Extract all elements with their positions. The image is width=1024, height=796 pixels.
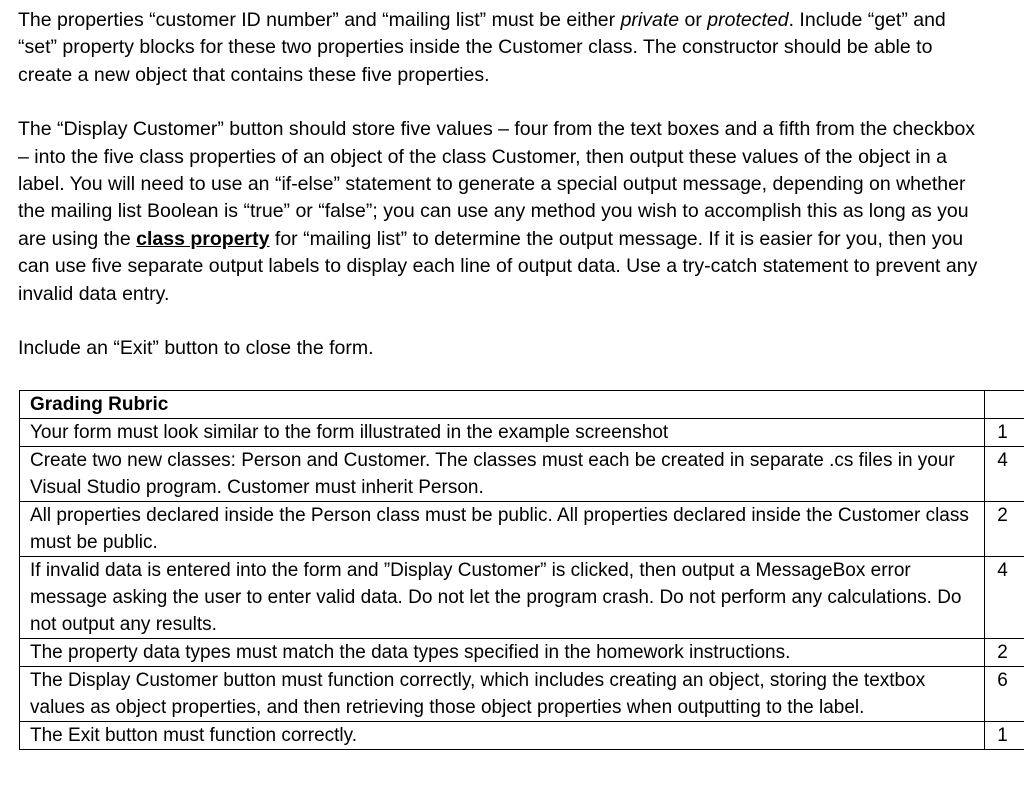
table-row: [20, 447, 1024, 502]
rubric-points: 1: [985, 419, 1024, 447]
rubric-points: 2: [985, 502, 1024, 557]
table-row: [20, 502, 1024, 557]
rubric-criterion: The Display Customer button must function correctly, which includes creating an object, storing the textbox values as object properties, and then retrieving those object properties when outputting to the label.: [20, 667, 985, 722]
paragraph-display-customer-post: for “mailing list” to determine the output message. If it is easier for you, then you can use five separate output labels to display each line of output data. Use a try-catch statement to prevent any invalid data entry.: [18, 227, 978, 305]
table-row: [20, 557, 1024, 639]
rubric-points: 2: [985, 639, 1024, 667]
table-row: [20, 667, 1024, 722]
rubric-criterion: If invalid data is entered into the form and ”Display Customer” is clicked, then output a MessageBox error message asking the user to enter valid data. Do not let the program crash. Do not perform any calculations. Do not output any results.: [20, 557, 985, 639]
rubric-points: 4: [985, 447, 1024, 502]
rubric-criterion: All properties declared inside the Person class must be public. All properties declared inside the Customer class must be public.: [20, 502, 985, 557]
table-row: [20, 722, 1024, 750]
rubric-points: 4: [985, 557, 1024, 639]
rubric-criterion: Your form must look similar to the form illustrated in the example screenshot: [20, 419, 985, 447]
rubric-header-points: [985, 391, 1024, 419]
table-row: [20, 639, 1024, 667]
rubric-points: 6: [985, 667, 1024, 722]
paragraph-exit-button: Include an “Exit” button to close the form.: [18, 337, 374, 360]
emphasis-private: private: [620, 9, 680, 31]
document-body: [18, 7, 1018, 362]
paragraph-properties-post: . Include “get” and “set” property blocks for these two properties inside the Customer class. The constructor should be able to create a new object that contains these five properties.: [18, 9, 946, 86]
emphasis-protected: protected: [707, 9, 789, 31]
rubric-criterion: The property data types must match the data types specified in the homework instructions.: [20, 639, 985, 667]
paragraph-display-customer-pre: The “Display Customer” button should store five values – four from the text boxes and a fifth from the checkbox – into the five class properties of an object of the class Customer, then output these values of the object in a label. You will need to use an “if-else” statement to generate a special output message, depending on whether the mailing list Boolean is “true” or “false”; you can use any method you wish to accomplish this as long as you are using the: [18, 118, 976, 250]
rubric-points: 1: [985, 722, 1024, 750]
class-property-emphasis: class property: [136, 227, 270, 250]
rubric-header-row: [20, 391, 1024, 419]
paragraph-properties-mid: or: [679, 9, 708, 31]
rubric-criterion: Create two new classes: Person and Customer. The classes must each be created in separate .cs files in your Visual Studio program. Customer must inherit Person.: [20, 447, 985, 502]
rubric-header: Grading Rubric: [20, 391, 985, 419]
paragraph-properties: [18, 7, 978, 89]
grading-rubric-table: [19, 390, 1024, 750]
paragraph-properties-pre: The properties “customer ID number” and “mailing list” must be either: [18, 9, 621, 31]
paragraph-display-customer: [18, 116, 978, 308]
table-row: [20, 419, 1024, 447]
rubric-criterion: The Exit button must function correctly.: [20, 722, 985, 750]
